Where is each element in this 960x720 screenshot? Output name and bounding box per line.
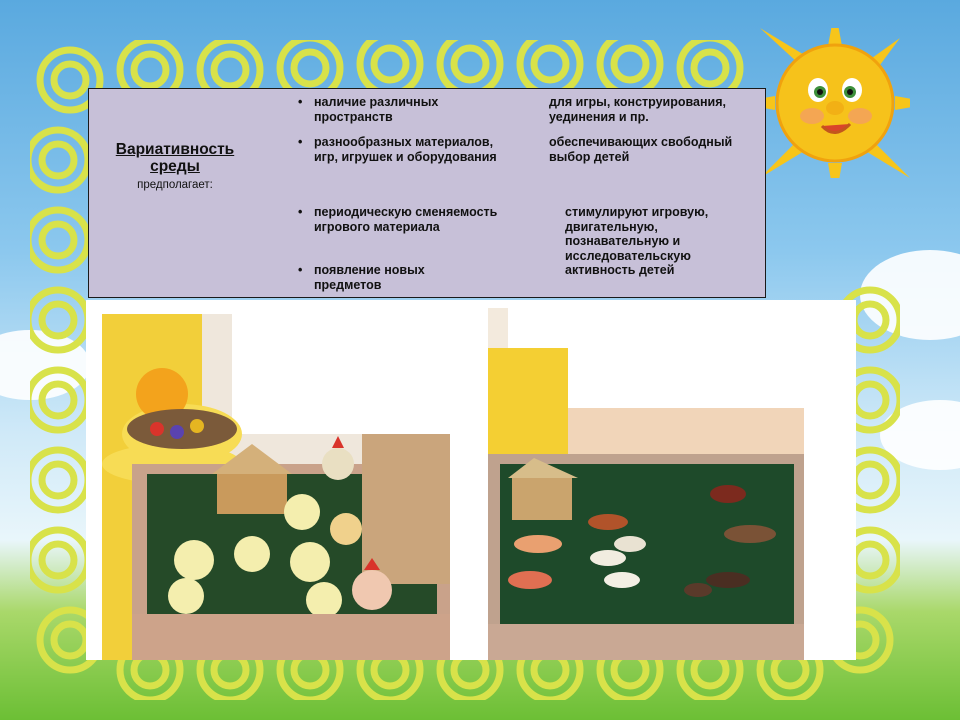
bullet-item: • наличие различных пространств xyxy=(298,95,439,124)
bullet-item: • разнообразных материалов, игр, игрушек и оборудования xyxy=(298,135,497,164)
farm-sandbox-photo-right xyxy=(488,308,804,660)
slide-subheading: предполагает: xyxy=(137,179,213,191)
note-text: стимулируют игровую, двигательную, познавательную и исследовательскую активность детей xyxy=(565,205,709,277)
bullet-item: • периодическую сменяемость игрового материала xyxy=(298,205,498,234)
sun-illustration xyxy=(760,28,910,178)
variability-text-box xyxy=(88,88,766,298)
note-text: обеспечивающих свободный выбор детей xyxy=(549,135,733,164)
slide-heading: Вариативность среды xyxy=(115,141,235,175)
note-text: для игры, конструирования, уединения и пр. xyxy=(549,95,726,124)
farm-sandbox-photo-left xyxy=(102,314,450,660)
bullet-item: • появление новых предметов xyxy=(298,263,425,292)
